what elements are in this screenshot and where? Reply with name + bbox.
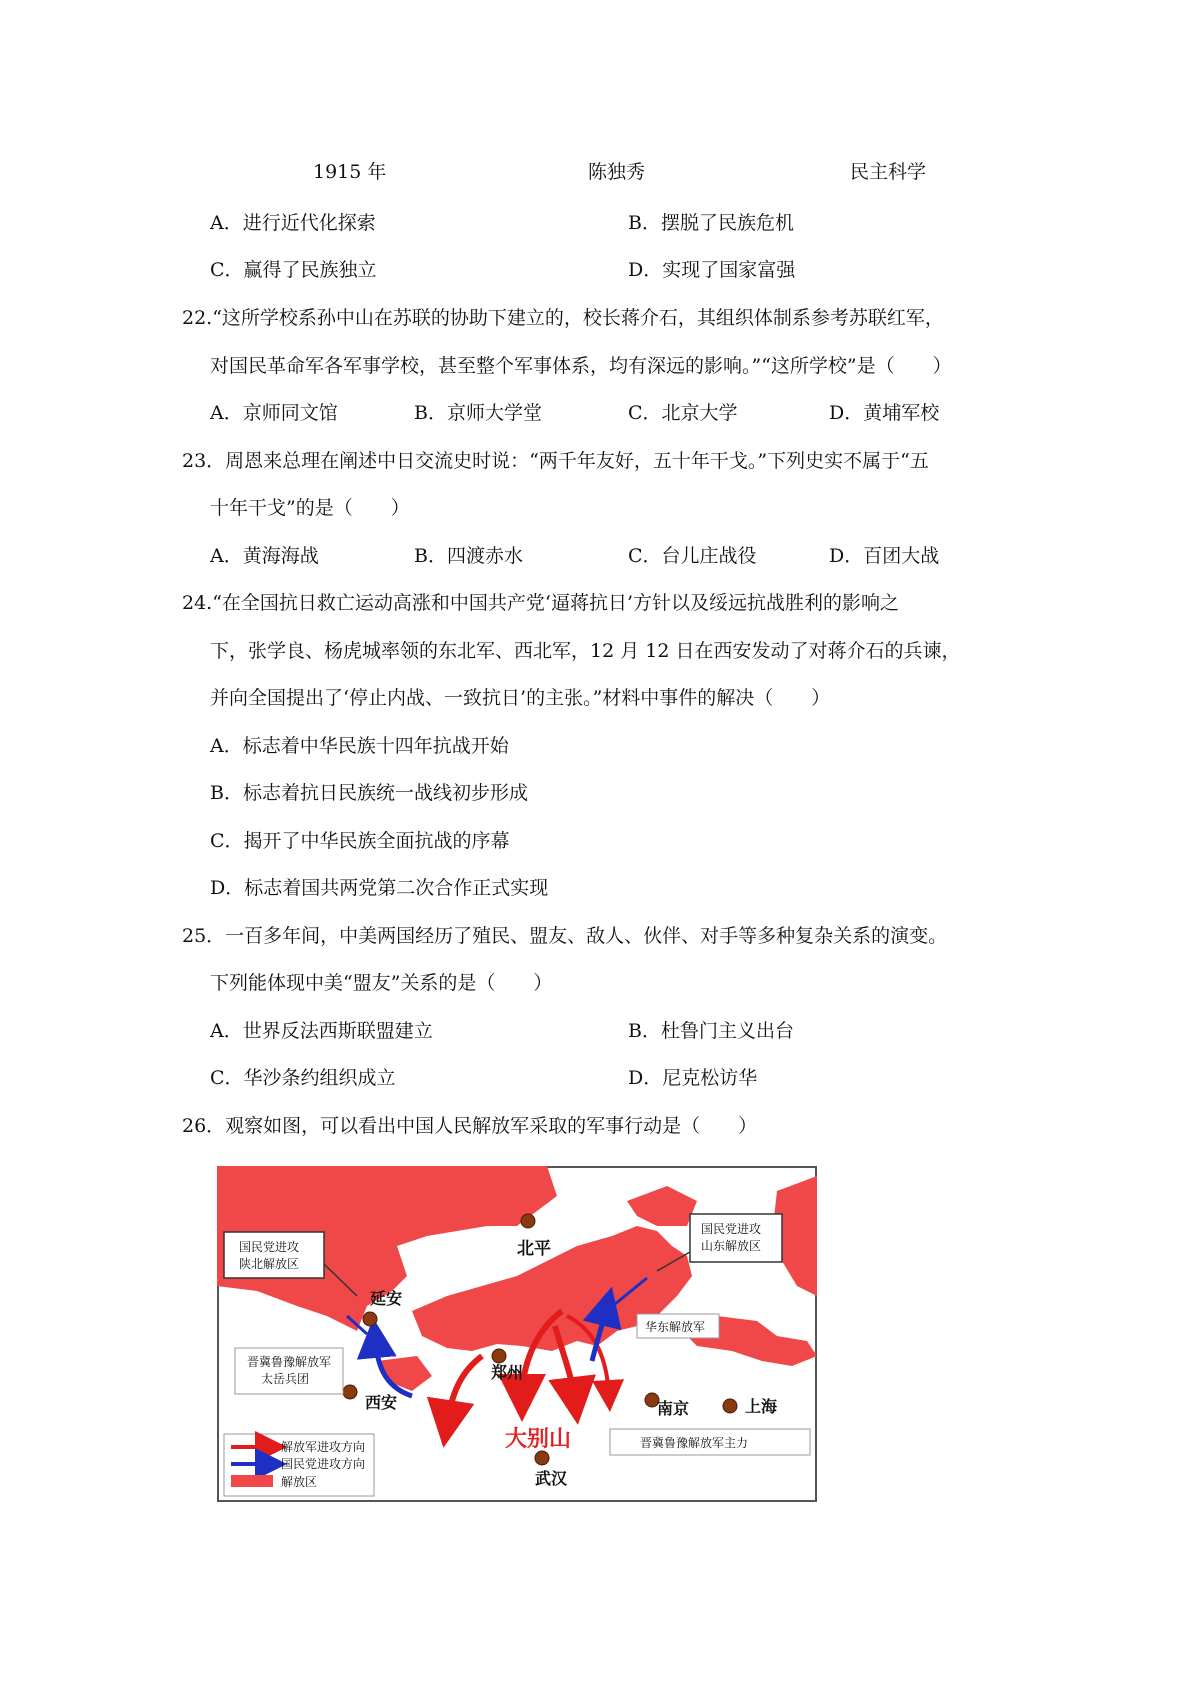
q22-option-d: D．黄埔军校 [829,402,940,424]
q23-stem-line1: 23．周恩来总理在阐述中日交流史时说：“两千年友好，五十年干戈。”下列史实不属于“五 [182,450,929,472]
svg-text:国民党进攻方向: 国民党进攻方向 [281,1457,366,1471]
header-person: 陈独秀 [588,161,646,183]
q22-option-c: C．北京大学 [628,402,738,424]
svg-text:国民党进攻: 国民党进攻 [701,1222,762,1236]
q23-option-a: A．黄海海战 [210,545,319,567]
q21-option-a: A．进行近代化探索 [210,212,376,234]
q25-option-b: B．杜鲁门主义出台 [628,1020,794,1042]
q23-option-b: B．四渡赤水 [414,545,523,567]
header-idea: 民主科学 [850,161,927,183]
q21-option-d: D．实现了国家富强 [628,259,796,281]
q24-stem-line3: 并向全国提出了‘停止内战、一致抗日’的主张。”材料中事件的解决（ ） [210,687,831,709]
svg-text:山东解放区: 山东解放区 [701,1239,762,1253]
q24-stem-line2: 下，张学良、杨虎城率领的东北军、西北军，12 月 12 日在西安发动了对蒋介石的兵谏， [210,640,961,662]
q22-stem-line1: 22.“这所学校系孙中山在苏联的协助下建立的，校长蒋介石，其组织体制系参考苏联红军， [182,307,944,329]
q25-stem-line2: 下列能体现中美“盟友”关系的是（ ） [210,972,553,994]
svg-text:太岳兵团: 太岳兵团 [261,1372,310,1386]
q22-stem-line2: 对国民革命军各军事学校，甚至整个军事体系，均有深远的影响。”“这所学校”是（ ） [210,355,952,377]
svg-text:解放区: 解放区 [281,1475,318,1489]
q23-stem-line2: 十年干戈”的是（ ） [210,497,410,519]
q23-option-c: C．台儿庄战役 [628,545,757,567]
city-label-wuhan: 武汉 [535,1469,568,1488]
q23-option-d: D．百团大战 [829,545,940,567]
svg-text:晋冀鲁豫解放军主力: 晋冀鲁豫解放军主力 [640,1436,749,1450]
q25-option-a: A．世界反法西斯联盟建立 [210,1020,433,1042]
city-label-nanjing: 南京 [657,1399,690,1418]
svg-text:华东解放军: 华东解放军 [645,1320,706,1334]
q25-option-c: C．华沙条约组织成立 [210,1067,396,1089]
svg-text:陕北解放区: 陕北解放区 [239,1257,300,1271]
city-label-xian: 西安 [365,1393,398,1412]
callout-taiyue [235,1348,343,1394]
q24-stem-line1: 24.“在全国抗日救亡运动高涨和中国共产党‘逼蒋抗日’方针以及绥远抗战胜利的影响之 [182,592,900,614]
q24-option-d: D．标志着国共两党第二次合作正式实现 [210,877,549,899]
callout-main-force [610,1429,810,1455]
liberation-war-map [217,1166,817,1502]
q25-option-d: D．尼克松访华 [628,1067,758,1089]
city-label-zhengzhou: 郑州 [491,1363,524,1382]
svg-text:解放军进攻方向: 解放军进攻方向 [281,1440,366,1454]
callout-huadong [637,1314,719,1338]
header-year: 1915 年 [313,161,387,183]
q24-option-c: C．揭开了中华民族全面抗战的序幕 [210,830,510,852]
map-legend [224,1434,374,1496]
city-label-yanan: 延安 [370,1289,403,1308]
q25-stem-line1: 25．一百多年间，中美两国经历了殖民、盟友、敌人、伙伴、对手等多种复杂关系的演变。 [182,925,948,947]
q21-option-c: C．赢得了民族独立 [210,259,377,281]
q22-option-a: A．京师同文馆 [210,402,338,424]
q24-option-b: B．标志着抗日民族统一战线初步形成 [210,782,528,804]
svg-text:国民党进攻: 国民党进攻 [239,1240,300,1254]
city-label-beiping: 北平 [517,1239,551,1259]
dabieshan-label: 大别山 [505,1426,572,1452]
city-label-shanghai: 上海 [745,1397,778,1416]
q24-option-a: A．标志着中华民族十四年抗战开始 [210,735,509,757]
q26-stem-line1: 26．观察如图，可以看出中国人民解放军采取的军事行动是（ ） [182,1115,758,1137]
q21-option-b: B．摆脱了民族危机 [628,212,794,234]
svg-text:晋冀鲁豫解放军: 晋冀鲁豫解放军 [247,1355,332,1369]
q22-option-b: B．京师大学堂 [414,402,542,424]
